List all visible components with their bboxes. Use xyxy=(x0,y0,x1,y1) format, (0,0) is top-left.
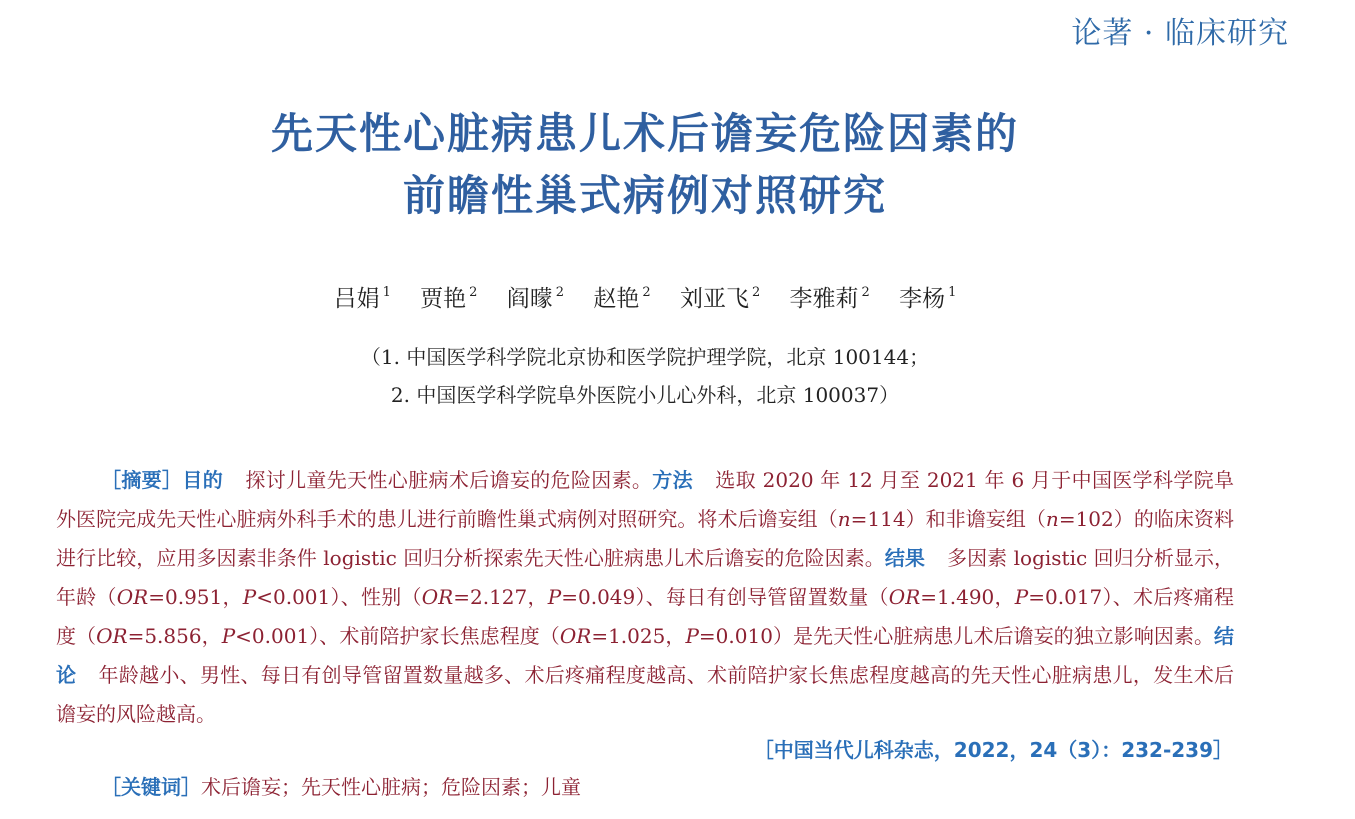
methods-label: 方法 xyxy=(652,468,693,492)
author-name: 李雅莉 xyxy=(789,286,859,312)
author-affiliation-mark: 1 xyxy=(948,285,957,300)
symbol-or: OR xyxy=(559,624,592,648)
author-affiliation-mark: 2 xyxy=(469,285,478,300)
author-name: 赵艳 xyxy=(593,286,640,312)
results-label: 结果 xyxy=(884,546,925,570)
objective-label: 目的 xyxy=(182,468,224,492)
citation: ［中国当代儿科杂志，2022，24（3）：232-239］ xyxy=(753,738,1233,762)
results-text: =1.490， xyxy=(920,585,1015,609)
symbol-or: OR xyxy=(888,585,921,609)
symbol-p: P xyxy=(685,624,699,648)
abstract-label: ［摘要］ xyxy=(101,468,183,492)
symbol-p: P xyxy=(1014,585,1029,609)
results-text: <0.001）、术前陪护家长焦虑程度（ xyxy=(235,624,560,648)
results-text: =0.951， xyxy=(148,585,243,609)
author xyxy=(507,286,564,312)
methods-text: 选取 2020 年 12 月至 2021 年 6 月于中国医学科学院阜外医院完成先天性心脏病外科手术的患儿进行前瞻性巢式病例对照研究。将术后谵妄组（ xyxy=(56,468,1235,531)
methods-text: =114）和非谵妄组（ xyxy=(850,507,1046,531)
author xyxy=(680,286,760,312)
methods-text: =102）的临床资料进行比较，应用多因素非条件 logistic 回归分析探索先天性心脏病患儿术后谵妄的危险因素。 xyxy=(56,507,1235,570)
symbol-p: P xyxy=(242,585,257,609)
keywords-text: 术后谵妄；先天性心脏病；危险因素；儿童 xyxy=(201,775,581,799)
title-line-2: 前瞻性巢式病例对照研究 xyxy=(402,171,887,220)
author-name: 刘亚飞 xyxy=(679,286,749,312)
keywords-label: ［关键词］ xyxy=(101,775,201,799)
author xyxy=(899,286,956,312)
results-text: <0.001）、性别（ xyxy=(256,585,422,609)
author-affiliation-mark: 2 xyxy=(642,285,651,300)
symbol-n: n xyxy=(837,507,851,531)
results-text: =0.017）、术后疼痛程度（ xyxy=(56,585,1235,648)
symbol-p: P xyxy=(547,585,562,609)
author-name: 吕娟 xyxy=(333,286,380,312)
symbol-p: P xyxy=(221,624,236,648)
conclusion-label: 结论 xyxy=(56,624,1235,687)
author-affiliation-mark: 1 xyxy=(382,285,391,300)
symbol-or: OR xyxy=(116,585,149,609)
results-text: =2.127， xyxy=(453,585,548,609)
article-title xyxy=(0,103,1290,227)
results-text: =0.010）是先天性心脏病患儿术后谵妄的独立影响因素。 xyxy=(698,624,1215,648)
author xyxy=(593,286,650,312)
abstract xyxy=(56,461,1234,734)
section-tag: 论著 · 临床研究 xyxy=(1071,16,1289,51)
results-text: 多因素 logistic 回归分析显示，年龄（ xyxy=(56,546,1235,609)
results-text: =0.049）、每日有创导管留置数量（ xyxy=(561,585,889,609)
symbol-or: OR xyxy=(96,624,128,648)
affiliation-line-2: 2. 中国医学科学院阜外医院小儿心外科，北京 100037） xyxy=(390,383,900,407)
author-name: 阎曚 xyxy=(506,286,553,312)
author-affiliation-mark: 2 xyxy=(861,285,870,300)
symbol-or: OR xyxy=(421,585,454,609)
author xyxy=(790,286,870,312)
author xyxy=(334,286,391,312)
keywords xyxy=(101,771,581,800)
author-affiliation-mark: 2 xyxy=(555,285,565,300)
symbol-n: n xyxy=(1045,507,1059,531)
affiliation-line-1: （1. 中国医学科学院北京协和医学院护理学院，北京 100144； xyxy=(360,345,930,369)
author-affiliation-mark: 2 xyxy=(751,285,761,300)
results-text: =1.025， xyxy=(591,624,686,648)
results-text: =5.856， xyxy=(127,624,222,648)
author-name: 贾艳 xyxy=(420,286,467,312)
author-name: 李杨 xyxy=(899,286,946,312)
conclusion-text: 年龄越小、男性、每日有创导管留置数量越多、术后疼痛程度越高、术前陪护家长焦虑程度越高的先天性心脏病患儿，发生术后谵妄的风险越高。 xyxy=(56,663,1234,726)
title-line-1: 先天性心脏病患儿术后谵妄危险因素的 xyxy=(270,109,1019,158)
objective-text: 探讨儿童先天性心脏病术后谵妄的危险因素。 xyxy=(245,468,653,492)
author-list xyxy=(0,280,1290,313)
author xyxy=(420,286,477,312)
